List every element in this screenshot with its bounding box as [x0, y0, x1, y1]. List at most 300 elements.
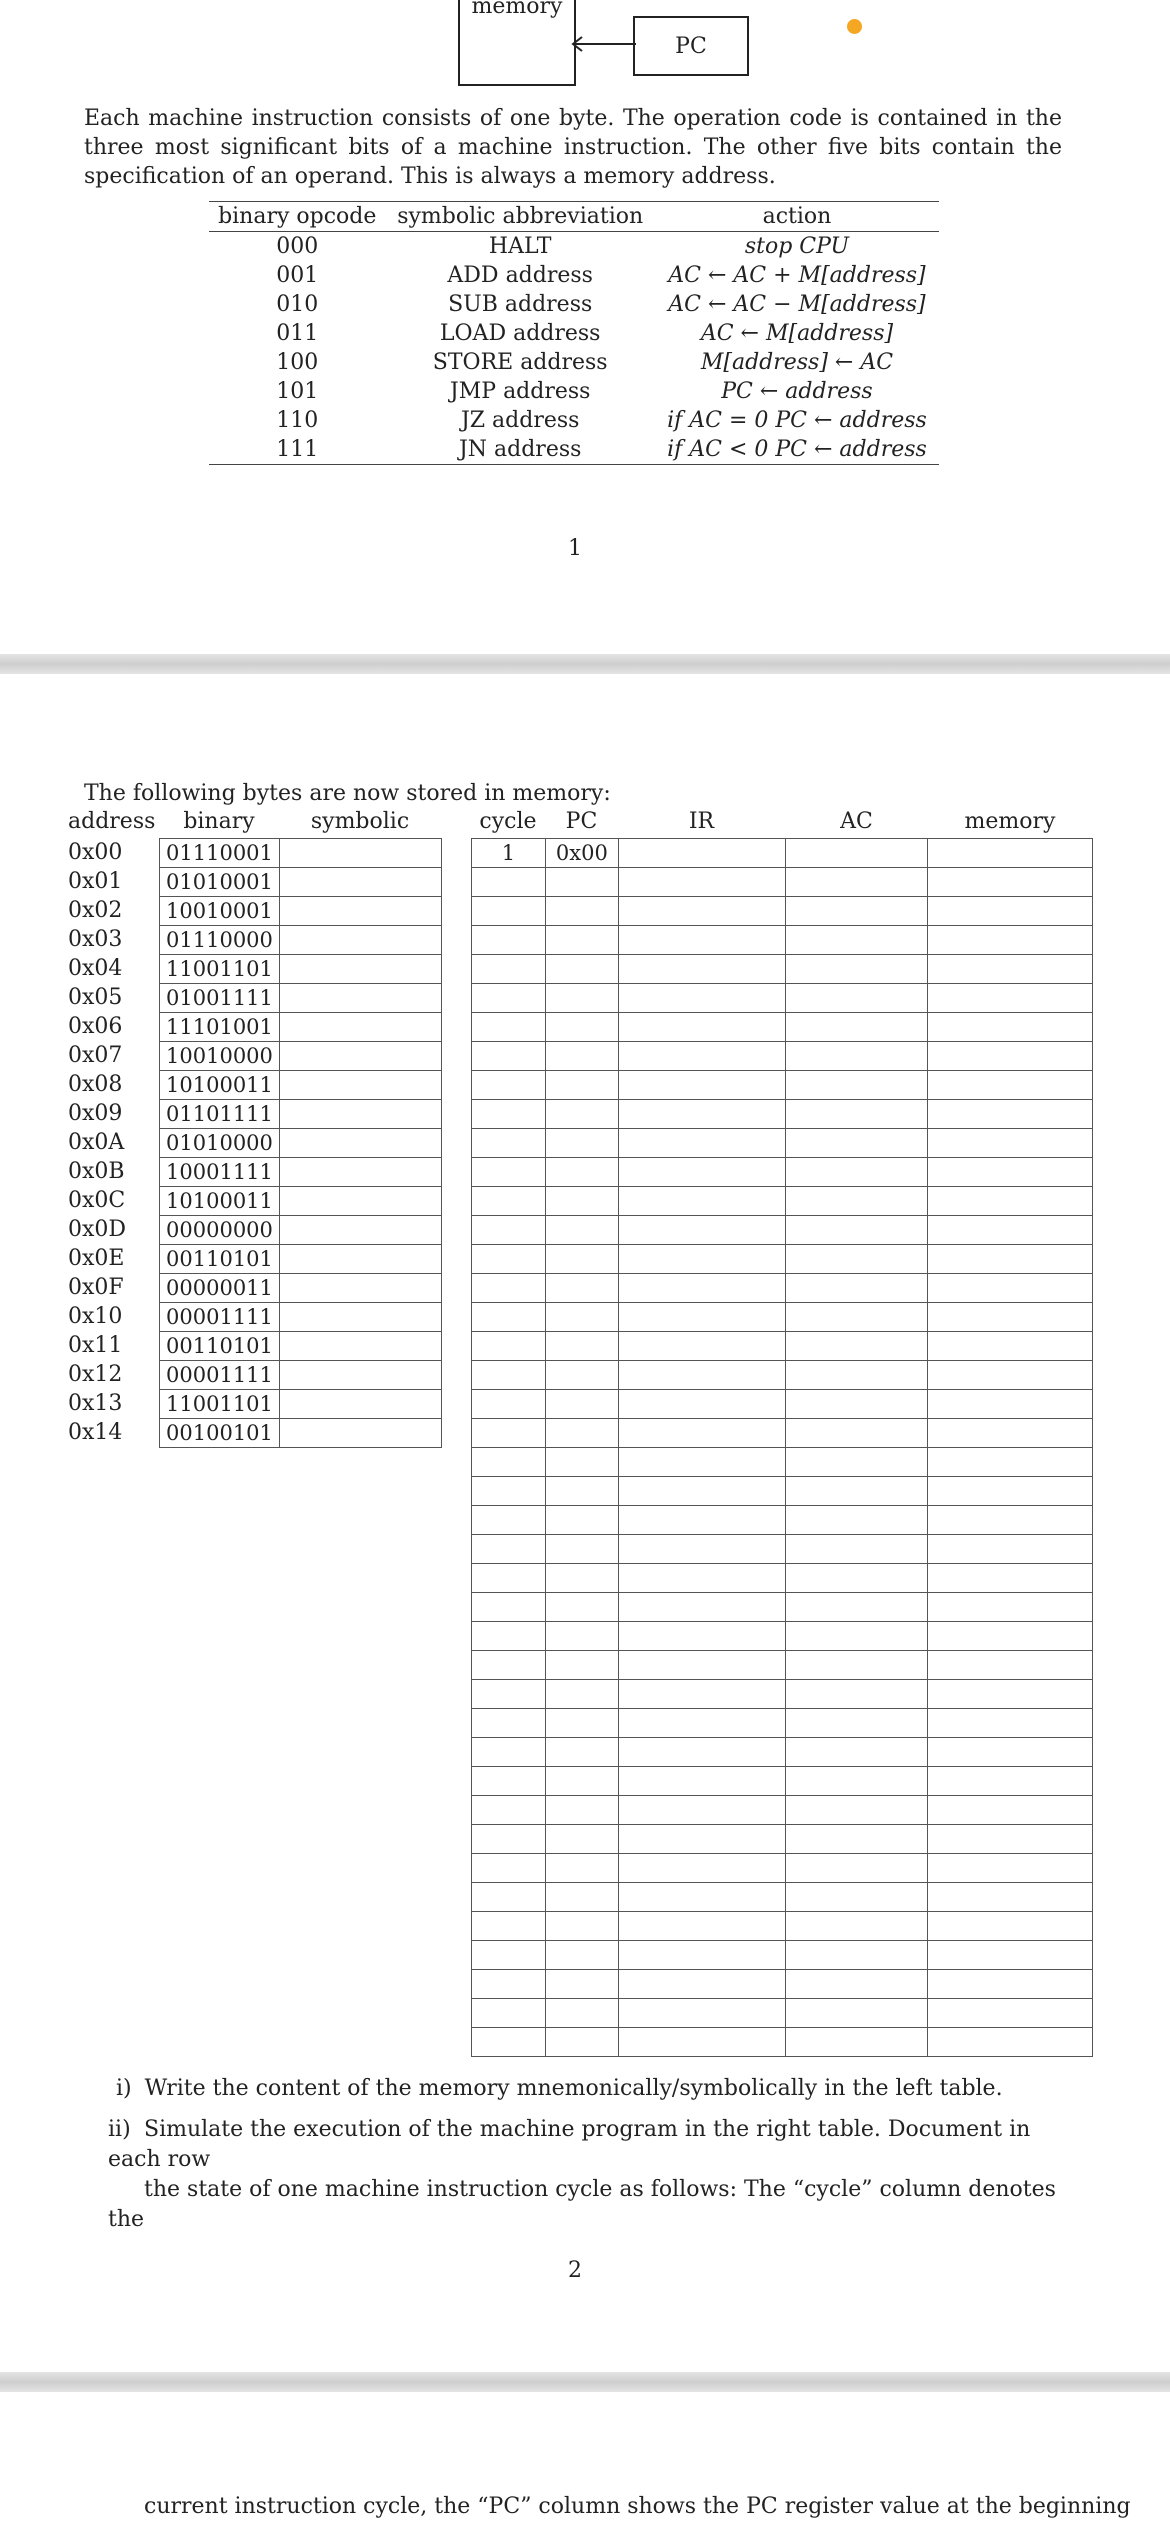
sim-ac-cell[interactable]	[785, 1941, 928, 1970]
sim-ac-cell[interactable]	[785, 1071, 928, 1100]
memory-binary: 00000000	[160, 1216, 280, 1245]
sim-memory-cell[interactable]	[928, 1854, 1093, 1883]
sim-memory-cell[interactable]	[928, 1535, 1093, 1564]
memory-binary: 11001101	[160, 955, 280, 984]
sim-pc-cell[interactable]	[545, 2028, 618, 2057]
sim-ir-cell[interactable]	[618, 1361, 785, 1390]
sim-pc-cell[interactable]: 0x00	[545, 839, 618, 868]
sim-ir-cell[interactable]	[618, 1158, 785, 1187]
sim-cycle-cell[interactable]	[472, 1883, 546, 1912]
sim-pc-cell[interactable]	[545, 1158, 618, 1187]
sim-memory-cell[interactable]	[928, 1071, 1093, 1100]
memory-binary: 10100011	[160, 1187, 280, 1216]
table-row	[472, 1535, 1093, 1564]
sim-memory-cell[interactable]	[928, 955, 1093, 984]
opcode-header-binary: binary opcode	[209, 202, 385, 232]
sim-memory-cell[interactable]	[928, 1187, 1093, 1216]
task-i	[116, 2074, 1076, 2104]
sim-memory-cell[interactable]	[928, 1419, 1093, 1448]
sim-pc-cell[interactable]	[545, 984, 618, 1013]
sim-ir-cell[interactable]	[618, 1129, 785, 1158]
sim-pc-cell[interactable]	[545, 1535, 618, 1564]
sim-ac-cell[interactable]	[785, 1332, 928, 1361]
memory-symbolic-cell[interactable]	[279, 839, 441, 868]
sim-ac-cell[interactable]	[785, 1390, 928, 1419]
sim-cycle-cell[interactable]	[472, 1390, 546, 1419]
sim-memory-cell[interactable]	[928, 1245, 1093, 1274]
memory-address: 0x0C	[68, 1188, 126, 1213]
sim-ir-cell[interactable]	[618, 1912, 785, 1941]
sim-ac-cell[interactable]	[785, 1013, 928, 1042]
sim-memory-cell[interactable]	[928, 1158, 1093, 1187]
sim-ac-cell[interactable]	[785, 1970, 928, 1999]
sim-ac-cell[interactable]	[785, 1999, 928, 2028]
opcode-symbolic: JMP address	[449, 379, 591, 404]
table-row	[472, 1883, 1093, 1912]
sim-pc-cell[interactable]	[545, 1390, 618, 1419]
sim-cycle-cell[interactable]	[472, 1970, 546, 1999]
sim-cycle-cell[interactable]	[472, 955, 546, 984]
sim-ir-cell[interactable]	[618, 926, 785, 955]
table-row	[160, 1419, 442, 1448]
sim-cycle-cell[interactable]	[472, 1796, 546, 1825]
memory-symbolic-cell[interactable]	[279, 1100, 441, 1129]
sim-ac-cell[interactable]	[785, 1796, 928, 1825]
sim-cycle-cell[interactable]	[472, 2028, 546, 2057]
opcode-action: AC ← AC − M[address]	[668, 292, 926, 317]
sim-ac-cell[interactable]	[785, 897, 928, 926]
sim-ac-cell[interactable]	[785, 839, 928, 868]
memory-address: 0x11	[68, 1333, 123, 1358]
sim-pc-cell[interactable]	[545, 1883, 618, 1912]
memory-binary: 01001111	[160, 984, 280, 1013]
table-row	[160, 839, 442, 868]
sim-ir-cell[interactable]	[618, 1419, 785, 1448]
pc-label: PC	[675, 33, 707, 59]
sim-pc-cell[interactable]	[545, 1941, 618, 1970]
sim-ac-cell[interactable]	[785, 1303, 928, 1332]
sim-cycle-cell[interactable]	[472, 1448, 546, 1477]
sim-ir-cell[interactable]	[618, 1883, 785, 1912]
sim-ir-cell[interactable]	[618, 1680, 785, 1709]
sim-ac-cell[interactable]	[785, 955, 928, 984]
sim-cycle-cell[interactable]	[472, 1622, 546, 1651]
sim-memory-cell[interactable]	[928, 1999, 1093, 2028]
sim-ir-cell[interactable]	[618, 1042, 785, 1071]
memory-address: 0x10	[68, 1304, 123, 1329]
opcode-header-symbolic: symbolic abbreviation	[385, 202, 654, 232]
sim-ir-cell[interactable]	[618, 1187, 785, 1216]
sim-memory-cell[interactable]	[928, 1100, 1093, 1129]
sim-pc-cell[interactable]	[545, 1796, 618, 1825]
sim-ac-cell[interactable]	[785, 1564, 928, 1593]
opcode-row	[209, 319, 939, 348]
memory-symbolic-cell[interactable]	[279, 1303, 441, 1332]
sim-pc-cell[interactable]	[545, 1477, 618, 1506]
sim-memory-cell[interactable]	[928, 1941, 1093, 1970]
memory-address: 0x0A	[68, 1130, 125, 1155]
sim-ir-cell[interactable]	[618, 1999, 785, 2028]
left-header-address: address	[68, 809, 156, 834]
sim-cycle-cell[interactable]	[472, 1274, 546, 1303]
table-row	[472, 1361, 1093, 1390]
sim-cycle-cell[interactable]	[472, 1419, 546, 1448]
sim-ac-cell[interactable]	[785, 1042, 928, 1071]
table-row	[472, 1999, 1093, 2028]
sim-ir-cell[interactable]	[618, 1593, 785, 1622]
sim-ac-cell[interactable]	[785, 1622, 928, 1651]
sim-cycle-cell[interactable]	[472, 1593, 546, 1622]
sim-pc-cell[interactable]	[545, 1071, 618, 1100]
sim-ir-cell[interactable]	[618, 1796, 785, 1825]
sim-pc-cell[interactable]	[545, 1332, 618, 1361]
sim-ir-cell[interactable]	[618, 1825, 785, 1854]
sim-cycle-cell[interactable]	[472, 1187, 546, 1216]
sim-ac-cell[interactable]	[785, 2028, 928, 2057]
sim-ac-cell[interactable]	[785, 1419, 928, 1448]
sim-ac-cell[interactable]	[785, 1767, 928, 1796]
right-header-ir: IR	[688, 809, 715, 834]
sim-ir-cell[interactable]	[618, 1709, 785, 1738]
sim-ir-cell[interactable]	[618, 1564, 785, 1593]
sim-ac-cell[interactable]	[785, 1651, 928, 1680]
memory-symbolic-cell[interactable]	[279, 1361, 441, 1390]
table-row	[472, 1332, 1093, 1361]
table-row	[160, 1071, 442, 1100]
sim-memory-cell[interactable]	[928, 1013, 1093, 1042]
sim-pc-cell[interactable]	[545, 1651, 618, 1680]
opcode-action: stop CPU	[744, 234, 850, 259]
sim-pc-cell[interactable]	[545, 1042, 618, 1071]
table-row	[160, 1129, 442, 1158]
table-row	[472, 1593, 1093, 1622]
memory-table	[159, 838, 442, 1448]
sim-memory-cell[interactable]	[928, 1042, 1093, 1071]
table-row	[160, 1332, 442, 1361]
sim-memory-cell[interactable]	[928, 1767, 1093, 1796]
sim-ac-cell[interactable]	[785, 1100, 928, 1129]
sim-memory-cell[interactable]	[928, 1709, 1093, 1738]
opcode-binary: 001	[276, 263, 319, 288]
sim-ac-cell[interactable]	[785, 1854, 928, 1883]
sim-memory-cell[interactable]	[928, 1883, 1093, 1912]
sim-memory-cell[interactable]	[928, 1970, 1093, 1999]
sim-cycle-cell[interactable]	[472, 1651, 546, 1680]
table-row	[472, 1796, 1093, 1825]
opcode-symbolic: JZ address	[460, 408, 580, 433]
sim-pc-cell[interactable]	[545, 1100, 618, 1129]
sim-memory-cell[interactable]	[928, 1680, 1093, 1709]
page-2	[0, 674, 1170, 2372]
sim-cycle-cell[interactable]	[472, 1477, 546, 1506]
memory-address: 0x09	[68, 1101, 123, 1126]
memory-symbolic-cell[interactable]	[279, 868, 441, 897]
sim-cycle-cell[interactable]	[472, 1042, 546, 1071]
sim-ac-cell[interactable]	[785, 1274, 928, 1303]
sim-cycle-cell[interactable]	[472, 1854, 546, 1883]
sim-ac-cell[interactable]	[785, 1593, 928, 1622]
sim-pc-cell[interactable]	[545, 1622, 618, 1651]
sim-ir-cell[interactable]	[618, 1390, 785, 1419]
memory-symbolic-cell[interactable]	[279, 1158, 441, 1187]
sim-pc-cell[interactable]	[545, 1419, 618, 1448]
sim-memory-cell[interactable]	[928, 1651, 1093, 1680]
opcode-symbolic: STORE address	[432, 350, 608, 375]
sim-cycle-cell[interactable]	[472, 1361, 546, 1390]
sim-cycle-cell[interactable]	[472, 1941, 546, 1970]
sim-pc-cell[interactable]	[545, 1448, 618, 1477]
memory-symbolic-cell[interactable]	[279, 1245, 441, 1274]
sim-ac-cell[interactable]	[785, 926, 928, 955]
sim-cycle-cell[interactable]	[472, 1129, 546, 1158]
sim-memory-cell[interactable]	[928, 1622, 1093, 1651]
sim-pc-cell[interactable]	[545, 1361, 618, 1390]
sim-ac-cell[interactable]	[785, 1448, 928, 1477]
memory-symbolic-cell[interactable]	[279, 897, 441, 926]
sim-memory-cell[interactable]	[928, 1912, 1093, 1941]
memory-symbolic-cell[interactable]	[279, 1013, 441, 1042]
memory-address: 0x01	[68, 869, 123, 894]
sim-ac-cell[interactable]	[785, 1738, 928, 1767]
sim-pc-cell[interactable]	[545, 1854, 618, 1883]
sim-pc-cell[interactable]	[545, 1013, 618, 1042]
sim-ac-cell[interactable]	[785, 1506, 928, 1535]
memory-symbolic-cell[interactable]	[279, 1187, 441, 1216]
sim-memory-cell[interactable]	[928, 897, 1093, 926]
sim-ac-cell[interactable]	[785, 1187, 928, 1216]
sim-ir-cell[interactable]	[618, 1448, 785, 1477]
memory-symbolic-cell[interactable]	[279, 1042, 441, 1071]
sim-pc-cell[interactable]	[545, 1129, 618, 1158]
table-row	[472, 1100, 1093, 1129]
table-row	[160, 1390, 442, 1419]
opcode-action: AC ← AC + M[address]	[668, 263, 926, 288]
sim-ac-cell[interactable]	[785, 1129, 928, 1158]
sim-pc-cell[interactable]	[545, 1564, 618, 1593]
sim-pc-cell[interactable]	[545, 1767, 618, 1796]
sim-ac-cell[interactable]	[785, 1709, 928, 1738]
sim-ir-cell[interactable]	[618, 955, 785, 984]
page-3-text: current instruction cycle, the “PC” column shows the PC register value at the beginning	[144, 2494, 1131, 2519]
sim-memory-cell[interactable]	[928, 984, 1093, 1013]
sim-cycle-cell[interactable]	[472, 1535, 546, 1564]
sim-cycle-cell[interactable]	[472, 868, 546, 897]
task-i-text: Write the content of the memory mnemonically/symbolically in the left table.	[144, 2076, 1003, 2101]
sim-memory-cell[interactable]	[928, 1274, 1093, 1303]
sim-cycle-cell[interactable]	[472, 984, 546, 1013]
sim-memory-cell[interactable]	[928, 1738, 1093, 1767]
sim-memory-cell[interactable]	[928, 1477, 1093, 1506]
sim-cycle-cell[interactable]	[472, 1100, 546, 1129]
sim-cycle-cell[interactable]	[472, 1071, 546, 1100]
sim-memory-cell[interactable]	[928, 2028, 1093, 2057]
sim-ir-cell[interactable]	[618, 1941, 785, 1970]
table-row	[472, 1912, 1093, 1941]
sim-pc-cell[interactable]	[545, 897, 618, 926]
sim-ir-cell[interactable]	[618, 1245, 785, 1274]
sim-cycle-cell[interactable]	[472, 1245, 546, 1274]
sim-ac-cell[interactable]	[785, 1216, 928, 1245]
right-header-ac: AC	[840, 809, 873, 834]
sim-memory-cell[interactable]	[928, 1390, 1093, 1419]
sim-cycle-cell[interactable]	[472, 1709, 546, 1738]
table-row	[472, 1854, 1093, 1883]
sim-pc-cell[interactable]	[545, 1912, 618, 1941]
sim-memory-cell[interactable]	[928, 1506, 1093, 1535]
sim-ir-cell[interactable]	[618, 1303, 785, 1332]
sim-memory-cell[interactable]	[928, 839, 1093, 868]
memory-binary: 00110101	[160, 1245, 280, 1274]
sim-ac-cell[interactable]	[785, 984, 928, 1013]
sim-memory-cell[interactable]	[928, 1216, 1093, 1245]
sim-cycle-cell[interactable]	[472, 1564, 546, 1593]
opcode-action: AC ← M[address]	[700, 321, 894, 346]
table-row	[472, 1709, 1093, 1738]
sim-ir-cell[interactable]	[618, 839, 785, 868]
sim-pc-cell[interactable]	[545, 1506, 618, 1535]
sim-cycle-cell[interactable]	[472, 1738, 546, 1767]
sim-pc-cell[interactable]	[545, 1999, 618, 2028]
table-row	[472, 1216, 1093, 1245]
sim-pc-cell[interactable]	[545, 868, 618, 897]
sim-cycle-cell[interactable]	[472, 1013, 546, 1042]
sim-ir-cell[interactable]	[618, 1100, 785, 1129]
table-row	[472, 897, 1093, 926]
sim-ac-cell[interactable]	[785, 1680, 928, 1709]
memory-symbolic-cell[interactable]	[279, 1419, 441, 1448]
sim-cycle-cell[interactable]	[472, 1999, 546, 2028]
sim-ac-cell[interactable]	[785, 1158, 928, 1187]
page-separator-2	[0, 2372, 1170, 2392]
sim-pc-cell[interactable]	[545, 1274, 618, 1303]
task-ii	[108, 2115, 1068, 2235]
opcode-row	[209, 290, 939, 319]
sim-ir-cell[interactable]	[618, 1013, 785, 1042]
sim-ac-cell[interactable]	[785, 1245, 928, 1274]
sim-memory-cell[interactable]	[928, 926, 1093, 955]
sim-cycle-cell[interactable]	[472, 1332, 546, 1361]
sim-ir-cell[interactable]	[618, 1477, 785, 1506]
sim-pc-cell[interactable]	[545, 955, 618, 984]
sim-cycle-cell[interactable]	[472, 1825, 546, 1854]
memory-symbolic-cell[interactable]	[279, 955, 441, 984]
sim-pc-cell[interactable]	[545, 1303, 618, 1332]
sim-memory-cell[interactable]	[928, 1593, 1093, 1622]
opcode-row	[209, 348, 939, 377]
sim-ir-cell[interactable]	[618, 1535, 785, 1564]
sim-ir-cell[interactable]	[618, 1071, 785, 1100]
orange-dot-marker	[847, 19, 862, 34]
sim-memory-cell[interactable]	[928, 1332, 1093, 1361]
sim-ir-cell[interactable]	[618, 984, 785, 1013]
sim-ac-cell[interactable]	[785, 1883, 928, 1912]
sim-ir-cell[interactable]	[618, 2028, 785, 2057]
memory-symbolic-cell[interactable]	[279, 984, 441, 1013]
opcode-binary: 000	[276, 234, 319, 259]
sim-memory-cell[interactable]	[928, 1129, 1093, 1158]
sim-pc-cell[interactable]	[545, 1593, 618, 1622]
sim-ac-cell[interactable]	[785, 1535, 928, 1564]
sim-ac-cell[interactable]	[785, 1912, 928, 1941]
sim-pc-cell[interactable]	[545, 1825, 618, 1854]
sim-pc-cell[interactable]	[545, 1970, 618, 1999]
memory-symbolic-cell[interactable]	[279, 1129, 441, 1158]
table-row	[472, 984, 1093, 1013]
sim-pc-cell[interactable]	[545, 1738, 618, 1767]
sim-pc-cell[interactable]	[545, 1216, 618, 1245]
sim-pc-cell[interactable]	[545, 926, 618, 955]
task-ii-text-line1: Simulate the execution of the machine program in the right table. Document in each row	[108, 2117, 1031, 2172]
memory-address: 0x00	[68, 840, 123, 865]
sim-cycle-cell[interactable]	[472, 1506, 546, 1535]
sim-ir-cell[interactable]	[618, 1216, 785, 1245]
sim-ir-cell[interactable]	[618, 868, 785, 897]
memory-binary: 00100101	[160, 1419, 280, 1448]
sim-cycle-cell[interactable]	[472, 926, 546, 955]
sim-pc-cell[interactable]	[545, 1680, 618, 1709]
address-column	[68, 838, 154, 1447]
sim-ir-cell[interactable]	[618, 1767, 785, 1796]
page-1	[0, 0, 1170, 654]
sim-cycle-cell[interactable]	[472, 1158, 546, 1187]
sim-cycle-cell[interactable]	[472, 1303, 546, 1332]
memory-symbolic-cell[interactable]	[279, 1071, 441, 1100]
sim-ir-cell[interactable]	[618, 1854, 785, 1883]
sim-memory-cell[interactable]	[928, 1796, 1093, 1825]
sim-cycle-cell[interactable]	[472, 1680, 546, 1709]
sim-memory-cell[interactable]	[928, 1361, 1093, 1390]
memory-symbolic-cell[interactable]	[279, 1216, 441, 1245]
sim-memory-cell[interactable]	[928, 1448, 1093, 1477]
sim-cycle-cell[interactable]	[472, 897, 546, 926]
sim-ir-cell[interactable]	[618, 1506, 785, 1535]
memory-symbolic-cell[interactable]	[279, 1274, 441, 1303]
sim-memory-cell[interactable]	[928, 868, 1093, 897]
sim-memory-cell[interactable]	[928, 1825, 1093, 1854]
memory-binary: 10100011	[160, 1071, 280, 1100]
memory-symbolic-cell[interactable]	[279, 926, 441, 955]
opcode-binary: 010	[276, 292, 319, 317]
sim-memory-cell[interactable]	[928, 1564, 1093, 1593]
table-row	[472, 868, 1093, 897]
sim-pc-cell[interactable]	[545, 1245, 618, 1274]
sim-ir-cell[interactable]	[618, 897, 785, 926]
sim-ir-cell[interactable]	[618, 1738, 785, 1767]
sim-ir-cell[interactable]	[618, 1274, 785, 1303]
memory-binary: 10010000	[160, 1042, 280, 1071]
sim-ac-cell[interactable]	[785, 868, 928, 897]
sim-cycle-cell[interactable]	[472, 1767, 546, 1796]
memory-symbolic-cell[interactable]	[279, 1332, 441, 1361]
sim-ac-cell[interactable]	[785, 1361, 928, 1390]
sim-cycle-cell[interactable]	[472, 1912, 546, 1941]
sim-pc-cell[interactable]	[545, 1709, 618, 1738]
table-row	[160, 984, 442, 1013]
memory-symbolic-cell[interactable]	[279, 1390, 441, 1419]
sim-ir-cell[interactable]	[618, 1622, 785, 1651]
sim-ac-cell[interactable]	[785, 1477, 928, 1506]
sim-ir-cell[interactable]	[618, 1332, 785, 1361]
sim-ir-cell[interactable]	[618, 1651, 785, 1680]
sim-ac-cell[interactable]	[785, 1825, 928, 1854]
sim-ir-cell[interactable]	[618, 1970, 785, 1999]
sim-pc-cell[interactable]	[545, 1187, 618, 1216]
sim-cycle-cell[interactable]	[472, 1216, 546, 1245]
memory-address: 0x13	[68, 1391, 123, 1416]
left-header-symbolic: symbolic	[310, 809, 410, 834]
sim-memory-cell[interactable]	[928, 1303, 1093, 1332]
sim-cycle-cell[interactable]: 1	[472, 839, 546, 868]
